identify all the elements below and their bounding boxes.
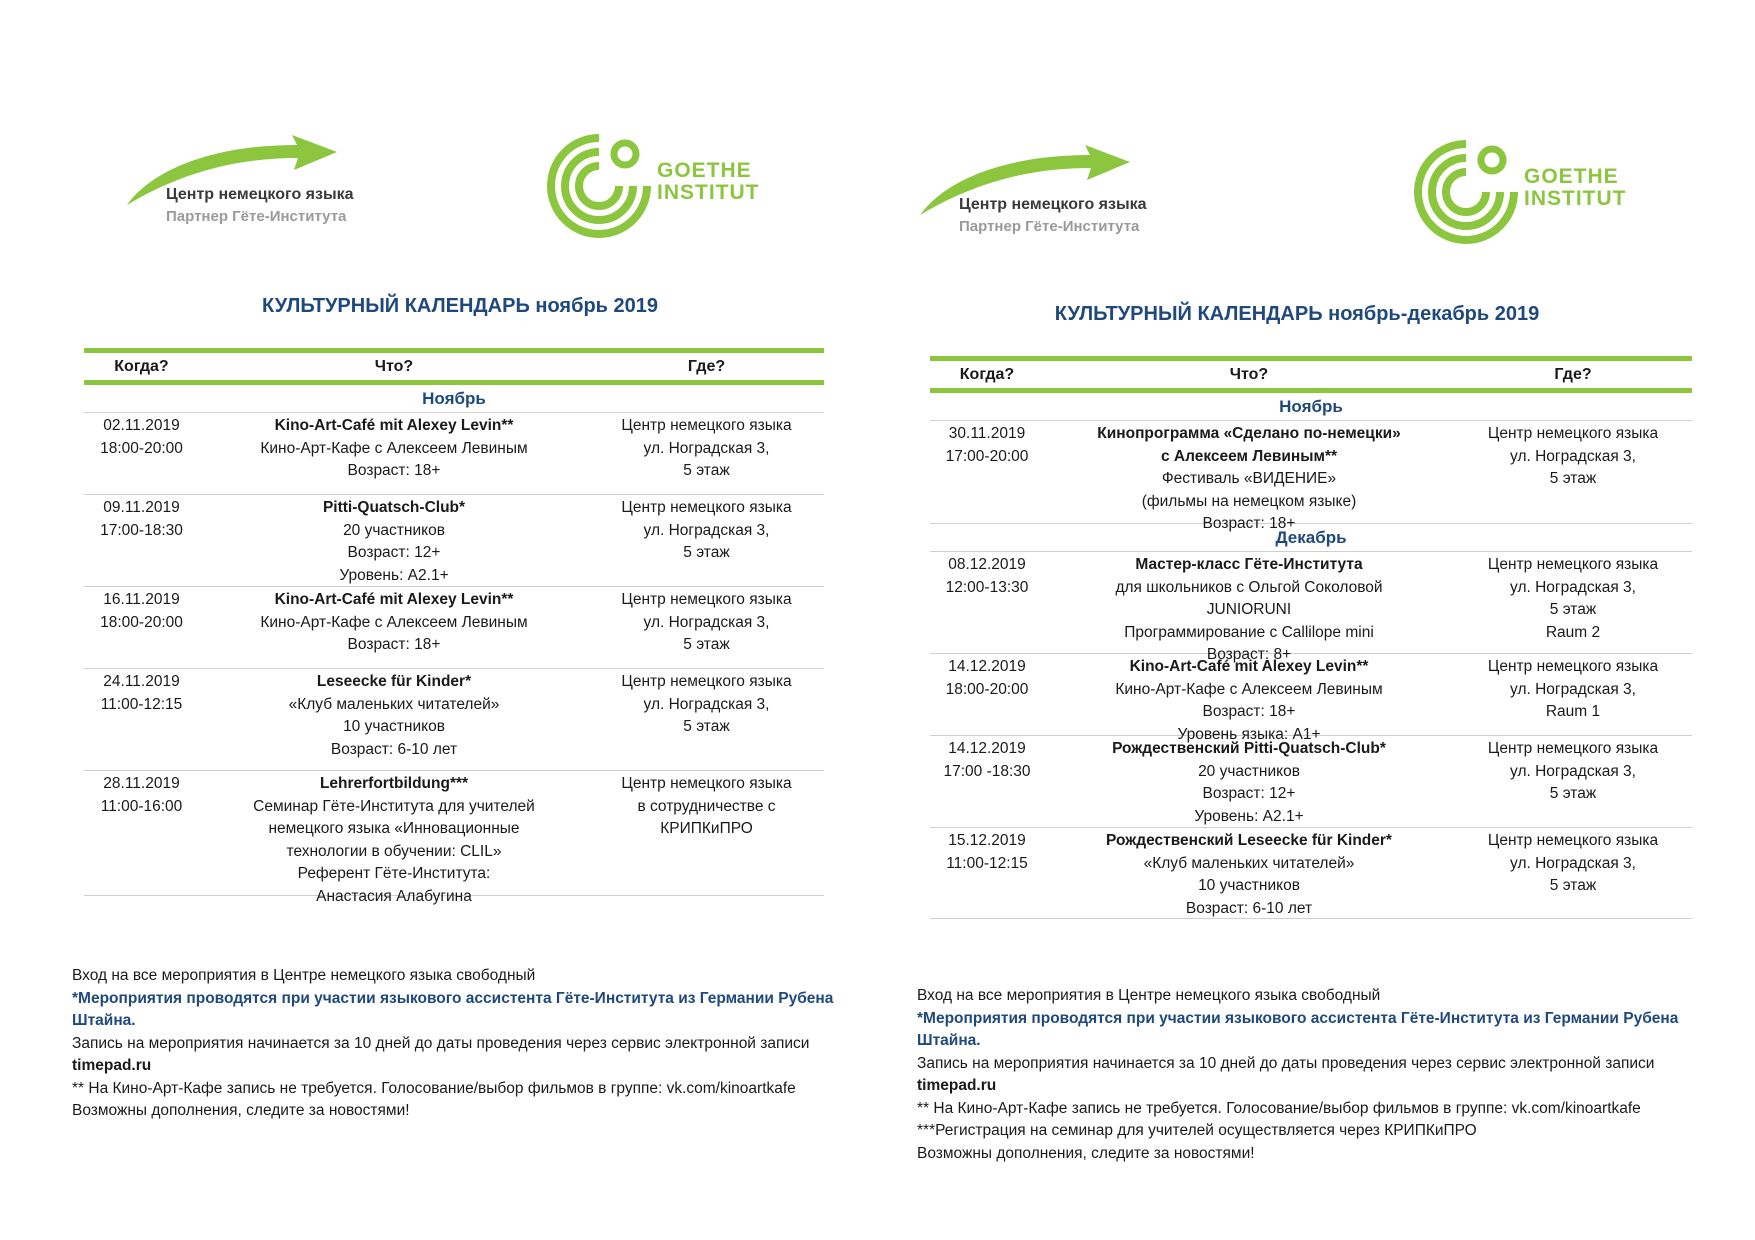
event-detail: Возраст: 6-10 лет: [1185, 899, 1313, 917]
event-time: 18:00-20:00: [100, 613, 183, 631]
cell-when: [84, 413, 199, 494]
event-location: 5 этаж: [1549, 877, 1597, 894]
right-calendar-table: [930, 356, 1692, 919]
right-page-title: КУЛЬТУРНЫЙ КАЛЕНДАРЬ ноябрь-декабрь 2019: [1054, 303, 1540, 325]
note-kino: ** На Кино-Арт-Кафе запись не требуется. Голосование/выбор фильмов в группе: vk.com/kinoartkafe: [72, 1079, 796, 1097]
zdn-logo: [122, 130, 382, 230]
table-row: [930, 736, 1692, 828]
event-detail: 10 участников: [1198, 877, 1300, 894]
event-detail: Кино-Арт-Кафе с Алексеем Левиным: [1115, 680, 1383, 698]
month-heading: Ноябрь: [84, 385, 824, 413]
cell-when: [930, 654, 1044, 735]
event-date: 28.11.2019: [103, 775, 180, 792]
event-location: 5 этаж: [683, 462, 730, 479]
left-panel: [0, 0, 877, 1240]
event-date: 09.11.2019: [103, 499, 180, 516]
event-location: КРИПКиПРО: [660, 820, 753, 837]
event-location: ул. Ноградская 3,: [1510, 762, 1636, 780]
cell-where: [1454, 552, 1692, 653]
event-location: ул. Ноградская 3,: [643, 613, 770, 631]
event-detail: Референт Гёте-Института:: [297, 865, 491, 882]
cell-when: [84, 495, 199, 586]
event-detail: 20 участников: [343, 521, 445, 539]
note-registration: [72, 1033, 862, 1078]
event-location: 5 этаж: [1549, 470, 1597, 487]
event-location: ул. Ноградская 3,: [1510, 447, 1636, 465]
note-assistant: *Мероприятия проводятся при участии языкового ассистента Гёте-Института из Германии Рубена Штайна.: [72, 989, 834, 1029]
event-location: Центр немецкого языка: [1487, 425, 1659, 442]
event-title: с Алексеем Левиным**: [1160, 447, 1338, 465]
event-time: 18:00-20:00: [945, 680, 1029, 698]
event-detail: JUNIORUNI: [1206, 601, 1292, 618]
note-registration-text: Запись на мероприятия начинается за 10 дней до даты проведения через сервис электронной записи: [917, 1054, 1655, 1072]
event-location: Центр немецкого языка: [621, 417, 792, 434]
event-detail: Возраст: 8+: [1206, 646, 1292, 663]
cell-where: [1454, 828, 1692, 918]
cell-what: [199, 669, 589, 770]
event-title: Мастер-класс Гёте-Института: [1135, 556, 1363, 573]
event-date: 14.12.2019: [948, 740, 1026, 757]
cell-where: [589, 771, 824, 895]
event-detail: Уровень: А2.1+: [1194, 807, 1304, 825]
event-location: Raum 1: [1545, 703, 1601, 720]
note-registration: [917, 1053, 1717, 1098]
cell-where: [1454, 421, 1692, 523]
goethe-word-2: INSTITUT: [1524, 187, 1627, 210]
event-detail: Возраст: 18+: [1202, 703, 1296, 720]
zdn-logo-line2: Партнер Гёте-Института: [166, 208, 347, 225]
cell-what: [1044, 736, 1454, 827]
event-time: 11:00-16:00: [100, 797, 183, 815]
cell-where: [1454, 736, 1692, 827]
event-detail: Фестиваль «ВИДЕНИЕ»: [1161, 470, 1337, 487]
table-header: [930, 361, 1692, 393]
zdn-logo: [915, 140, 1175, 240]
event-detail: Возраст: 12+: [347, 544, 441, 561]
event-time: 17:00-20:00: [945, 447, 1029, 465]
left-calendar-table: [84, 348, 824, 905]
event-time: 17:00-18:30: [100, 521, 183, 539]
table-row: [84, 495, 824, 587]
event-detail: «Клуб маленьких читателей»: [1143, 854, 1355, 872]
event-location: ул. Ноградская 3,: [1510, 680, 1636, 698]
header-when: Когда?: [114, 357, 169, 375]
event-title: Рождественский Pitti-Quatsch-Club*: [1112, 740, 1386, 757]
event-location: Центр немецкого языка: [621, 499, 792, 516]
zdn-logo-line1: Центр немецкого языка: [166, 186, 354, 203]
goethe-spiral-icon: [1412, 138, 1520, 246]
table-row: [84, 413, 824, 495]
goethe-logo: [1412, 138, 1632, 246]
event-location: ул. Ноградская 3,: [1510, 854, 1636, 872]
right-notes: [917, 985, 1717, 1165]
event-location: 5 этаж: [683, 544, 730, 561]
table-row: [930, 828, 1692, 919]
note-updates: Возможны дополнения, следите за новостями!: [917, 1144, 1255, 1162]
event-time: 17:00 -18:30: [943, 762, 1031, 780]
month-heading: Декабрь: [930, 524, 1692, 552]
event-title: Kino-Art-Café mit Alexey Levin**: [274, 591, 514, 608]
event-detail: 20 участников: [1198, 762, 1300, 780]
event-detail: Возраст: 18+: [1202, 515, 1296, 532]
cell-when: [930, 552, 1044, 653]
cell-what: [199, 413, 589, 494]
month-heading: Ноябрь: [930, 393, 1692, 421]
event-title: Kino-Art-Café mit Alexey Levin**: [274, 417, 514, 434]
event-detail: Возраст: 6-10 лет: [330, 740, 458, 758]
cell-when: [930, 828, 1044, 918]
cell-what: [1044, 654, 1454, 743]
zdn-logo-line1: Центр немецкого языка: [959, 196, 1147, 213]
event-detail: Уровень: А2.1+: [339, 566, 449, 584]
event-date: 08.12.2019: [948, 556, 1026, 573]
table-row: [84, 771, 824, 905]
header-where: Где?: [1554, 365, 1592, 383]
event-detail: 10 участников: [343, 718, 445, 735]
timepad-link[interactable]: timepad.ru: [72, 1057, 152, 1074]
event-title: Lehrerfortbildung***: [319, 775, 469, 792]
event-detail: немецкого языка «Инновационные: [268, 820, 520, 837]
event-date: 14.12.2019: [948, 658, 1026, 675]
goethe-logo: [545, 132, 765, 240]
event-date: 15.12.2019: [948, 832, 1026, 849]
cell-what: [1044, 552, 1454, 663]
event-location: 5 этаж: [683, 718, 730, 735]
header-when: Когда?: [959, 365, 1015, 383]
cell-when: [84, 669, 199, 770]
cell-when: [930, 421, 1044, 523]
header-where: Где?: [687, 357, 726, 375]
goethe-word-1: GOETHE: [1524, 165, 1619, 188]
event-location: Центр немецкого языка: [621, 775, 792, 792]
table-row: [84, 587, 824, 669]
cell-where: [589, 495, 824, 586]
event-location: ул. Ноградская 3,: [643, 695, 770, 713]
event-detail: Возраст: 18+: [347, 462, 441, 479]
cell-what: [1044, 828, 1454, 918]
event-location: Центр немецкого языка: [1487, 740, 1659, 757]
event-time: 12:00-13:30: [945, 578, 1029, 596]
cell-what: [199, 587, 589, 668]
cell-what: [199, 771, 589, 905]
cell-where: [1454, 654, 1692, 735]
event-detail: Уровень языка: А1+: [1177, 725, 1321, 743]
timepad-link[interactable]: timepad.ru: [917, 1077, 997, 1094]
left-page-title: КУЛЬТУРНЫЙ КАЛЕНДАРЬ ноябрь 2019: [261, 295, 658, 317]
cell-when: [930, 736, 1044, 827]
note-free-entry: Вход на все мероприятия в Центре немецкого языка свободный: [72, 967, 536, 984]
event-date: 02.11.2019: [103, 417, 180, 434]
event-location: Центр немецкого языка: [1487, 832, 1659, 849]
event-detail: Программирование с Callilope mini: [1124, 623, 1374, 641]
note-updates: Возможны дополнения, следите за новостями!: [72, 1102, 410, 1119]
event-detail: Кино-Арт-Кафе с Алексеем Левиным: [260, 439, 528, 457]
event-detail: Кино-Арт-Кафе с Алексеем Левиным: [260, 613, 528, 631]
event-location: ул. Ноградская 3,: [643, 439, 770, 457]
note-assistant: *Мероприятия проводятся при участии языкового ассистента Гёте-Института из Германии Рубена Штайна.: [917, 1009, 1679, 1049]
event-detail: Семинар Гёте-Института для учителей: [253, 797, 535, 815]
event-date: 30.11.2019: [948, 425, 1026, 442]
event-location: Центр немецкого языка: [621, 673, 792, 690]
event-title: Кинопрограмма «Сделано по-немецки»: [1097, 425, 1401, 442]
note-kino: ** На Кино-Арт-Кафе запись не требуется. Голосование/выбор фильмов в группе: vk.com/kinoartkafe: [917, 1099, 1641, 1117]
cell-when: [84, 771, 199, 895]
right-panel: [877, 0, 1755, 1240]
cell-what: [1044, 421, 1454, 532]
cell-where: [589, 413, 824, 494]
goethe-word-2: INSTITUT: [657, 181, 760, 204]
event-location: 5 этаж: [1549, 601, 1597, 618]
event-detail: для школьников с Ольгой Соколовой: [1115, 578, 1383, 596]
event-location: ул. Ноградская 3,: [1510, 578, 1636, 596]
event-date: 24.11.2019: [103, 673, 180, 690]
event-time: 18:00-20:00: [100, 439, 183, 457]
event-title: Kino-Art-Café mit Alexey Levin**: [1129, 658, 1369, 675]
goethe-word-1: GOETHE: [657, 159, 752, 182]
table-row: [930, 654, 1692, 743]
event-detail: Возраст: 12+: [1202, 785, 1296, 802]
event-detail: (фильмы на немецком языке): [1141, 492, 1357, 510]
event-detail: Анастасия Алабугина: [316, 887, 472, 905]
table-row: [84, 669, 824, 771]
event-location: ул. Ноградская 3,: [643, 521, 770, 539]
event-title: Leseecke für Kinder*: [316, 673, 472, 690]
event-location: в сотрудничестве с: [637, 797, 776, 815]
event-location: 5 этаж: [683, 636, 730, 653]
event-time: 11:00-12:15: [946, 854, 1028, 872]
table-row: [930, 421, 1692, 532]
cell-where: [589, 669, 824, 770]
event-title: Рождественский Leseecke für Kinder*: [1106, 832, 1392, 849]
header-what: Что?: [374, 357, 414, 375]
event-location: Центр немецкого языка: [1487, 556, 1659, 573]
goethe-spiral-icon: [545, 132, 653, 240]
cell-where: [589, 587, 824, 668]
table-row: [930, 552, 1692, 663]
table-header: [84, 353, 824, 385]
note-seminar: ***Регистрация на семинар для учителей осуществляется через КРИПКиПРО: [917, 1122, 1477, 1139]
event-location: Центр немецкого языка: [1487, 658, 1659, 675]
event-location: Raum 2: [1545, 623, 1601, 641]
left-notes: [72, 965, 862, 1123]
zdn-logo-line2: Партнер Гёте-Института: [959, 218, 1140, 235]
cell-when: [84, 587, 199, 668]
header-what: Что?: [1229, 365, 1269, 383]
event-title: Pitti-Quatsch-Club*: [322, 499, 466, 516]
event-location: 5 этаж: [1549, 785, 1597, 802]
event-detail: «Клуб маленьких читателей»: [288, 695, 500, 713]
event-date: 16.11.2019: [103, 591, 180, 608]
event-location: Центр немецкого языка: [621, 591, 792, 608]
note-registration-text: Запись на мероприятия начинается за 10 дней до даты проведения через сервис электронной записи: [72, 1034, 810, 1052]
event-time: 11:00-12:15: [100, 695, 183, 713]
cell-what: [199, 495, 589, 586]
event-detail: Возраст: 18+: [347, 636, 441, 653]
note-free-entry: Вход на все мероприятия в Центре немецкого языка свободный: [917, 987, 1381, 1004]
event-detail: технологии в обучении: CLIL»: [286, 842, 502, 860]
